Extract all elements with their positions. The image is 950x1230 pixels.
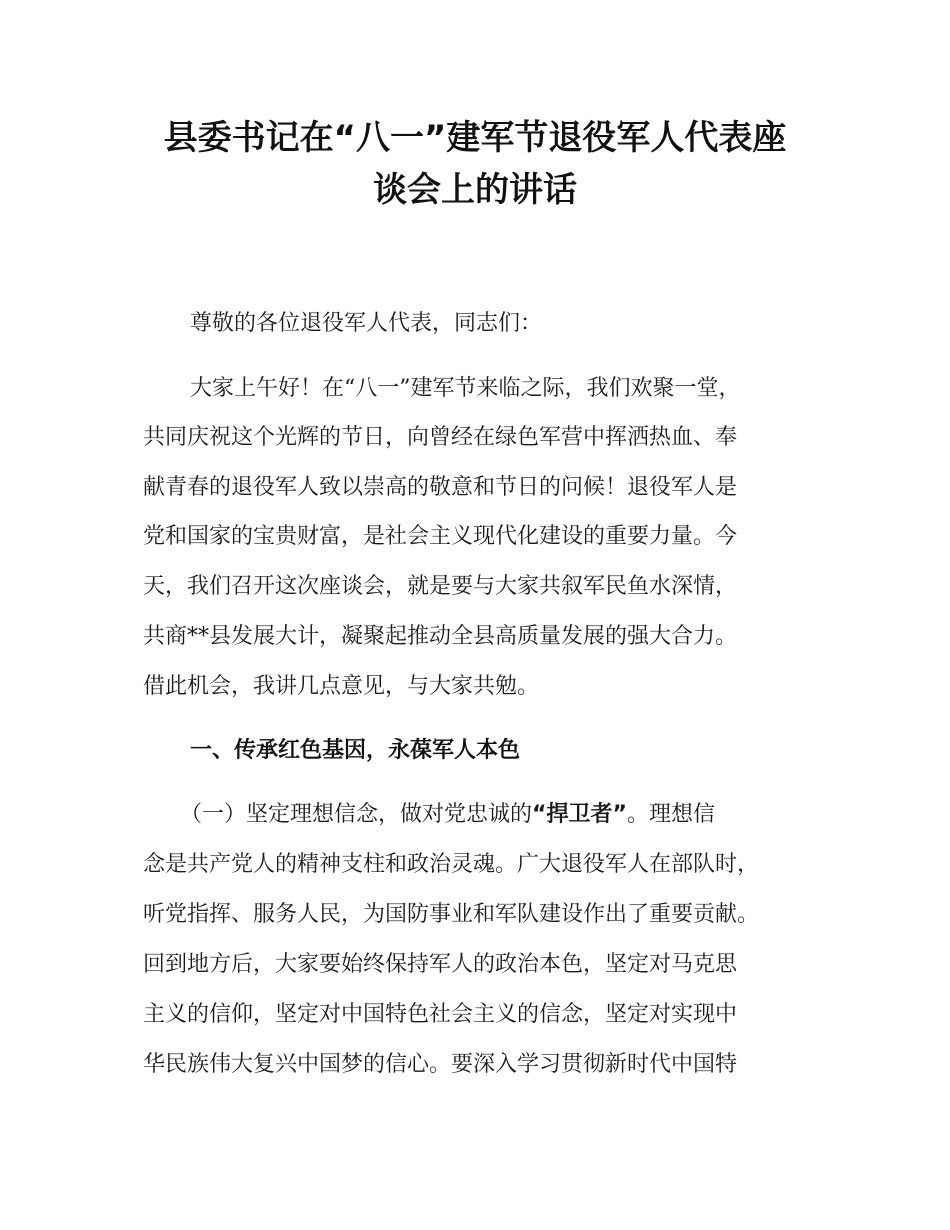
intro-line: 大家上午好！在“八一”建军节来临之际，我们欢聚一堂， [190, 376, 741, 401]
subsection-prefix: （一）坚定理想信念，做对党忠诚的 [180, 802, 533, 827]
subsection-suffix: 。理想信 [626, 802, 715, 827]
intro-line: 借此机会，我讲几点意见，与大家共勉。 [143, 674, 540, 699]
body-line: 听党指挥、服务人民，为国防事业和军队建设作出了重要贡献。 [143, 902, 760, 927]
salutation: 尊敬的各位退役军人代表，同志们： [190, 311, 543, 336]
section-heading: 一、传承红色基因，永葆军人本色 [190, 738, 521, 763]
intro-line: 共商**县发展大计，凝聚起推动全县高质量发展的强大合力。 [143, 624, 738, 649]
document-title-line-1: 县委书记在“八一”建军节退役军人代表座 [163, 118, 787, 158]
body-line: 念是共产党人的精神支柱和政治灵魂。广大退役军人在部队时， [143, 852, 760, 877]
body-line: 回到地方后，大家要始终保持军人的政治本色，坚定对马克思 [143, 952, 738, 977]
body-line: 主义的信仰，坚定对中国特色社会主义的信念，坚定对实现中 [143, 1002, 738, 1027]
body-line: 华民族伟大复兴中国梦的信心。要深入学习贯彻新时代中国特 [143, 1052, 738, 1077]
intro-line: 献青春的退役军人致以崇高的敬意和节日的问候！退役军人是 [143, 475, 738, 500]
subsection-bold-term: “捍卫者” [532, 802, 627, 827]
intro-line: 天，我们召开这次座谈会，就是要与大家共叙军民鱼水深情， [143, 574, 738, 599]
document-title-line-2: 谈会上的讲话 [373, 170, 577, 210]
subsection-heading-line [180, 800, 715, 830]
intro-line: 共同庆祝这个光辉的节日，向曾经在绿色军营中挥洒热血、奉 [143, 425, 738, 450]
intro-line: 党和国家的宝贵财富，是社会主义现代化建设的重要力量。今 [143, 524, 738, 549]
